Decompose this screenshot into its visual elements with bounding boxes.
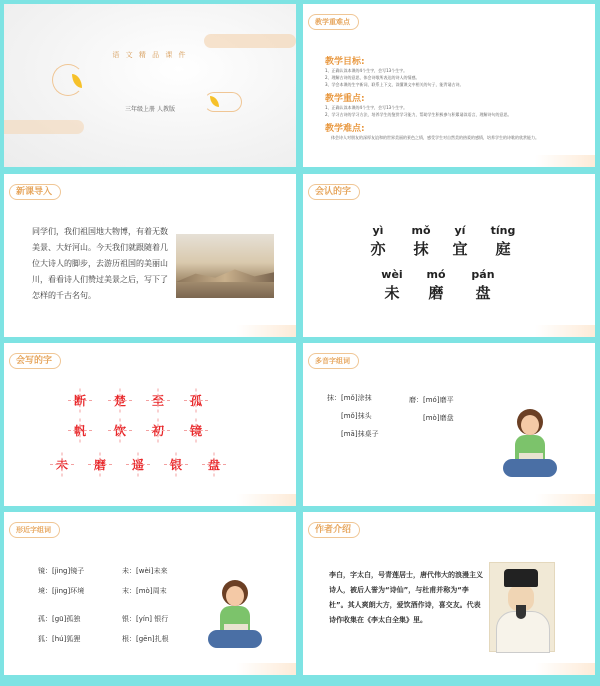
word-item: [mǒ]抹头 [341,412,372,420]
slide-tag: 作者介绍 [308,522,360,538]
key-line: 1、正确认读本课的4个生字，会写13个生字。 [325,105,408,110]
slide-polyphonic[interactable] [303,343,595,506]
decor-band [4,120,84,134]
pinyin: pán [471,268,495,281]
slide-lesson-intro[interactable] [4,174,296,337]
pinyin: wèi [381,268,403,281]
write-char: 至 [148,391,168,411]
goal-line: 1、正确认读本课的4个生字，会写13个生字。 [325,68,408,73]
slide-author-intro[interactable] [303,512,595,675]
slide-tag: 会认的字 [308,184,360,200]
goal-line: 3、学会本课的生字新词，联系上下文，读懂课文中相关的句子，能背诵古诗。 [325,82,464,87]
write-char: 断 [70,391,90,411]
word-item: 磨：[mó]磨平 [409,396,454,404]
write-char: 未 [52,455,72,475]
goal-heading: 教学目标: [325,57,365,67]
decor-band [535,325,595,337]
slide-recognize-chars[interactable] [303,174,595,337]
write-char: 帆 [70,421,90,441]
slide-tag: 教学重难点 [308,14,359,30]
decor-band [204,34,296,48]
girl-reading-image [204,578,264,658]
decor-band [236,325,296,337]
li-bai-portrait [489,562,555,652]
slide-cover[interactable] [4,4,296,167]
cover-title: 语 文 精 品 课 件 [112,51,188,59]
cover-subtitle: 三年级上册 人教版 [125,106,175,113]
key-heading: 教学重点: [325,94,365,104]
hanzi: 抹 [413,240,429,258]
decor-band [236,663,296,675]
pinyin: tíng [490,224,516,237]
hanzi: 亦 [370,240,386,258]
goal-line: 2、理解古诗的意思，体会诗歌所表达的诗人的情感。 [325,75,420,80]
hanzi: 磨 [428,284,444,302]
word-item: 镜：[jìng]镜子 [38,567,85,575]
word-item: 银：[yín] 银行 [122,615,169,623]
word-item: 根：[gēn]扎根 [122,635,169,643]
word-item: 未：[wèi]未来 [122,567,168,575]
hanzi: 宜 [452,240,468,258]
pinyin: yì [372,224,384,237]
write-char: 镜 [186,421,206,441]
write-char: 银 [166,455,186,475]
difficulty-line: 体会诗人对朋友的深厚友谊和的世界美丽的景色之情，感受学生对自然美的热爱的感情，培养学生的诗歌的欣赏能力。 [331,135,539,140]
word-item: 孤：[gū]孤独 [38,615,81,623]
great-wall-photo [176,234,274,298]
slide-write-chars[interactable] [4,343,296,506]
slide-tag: 多音字组词 [308,353,359,369]
word-item: 末：[mò]周末 [122,587,167,595]
decor-band [535,494,595,506]
decor-band [535,155,595,167]
decor-band [236,494,296,506]
write-char: 磨 [90,455,110,475]
difficulty-heading: 教学难点: [325,124,365,134]
pinyin: yí [454,224,466,237]
write-char: 饮 [110,421,130,441]
slide-tag: 形近字组词 [9,522,60,538]
write-char: 孤 [186,391,206,411]
word-item: [mā]抹桌子 [341,430,379,438]
wall-silhouette [176,268,274,282]
background-swirl [4,4,296,167]
slide-tag: 新课导入 [9,184,61,200]
author-text: 李白，字太白，号青莲居士，唐代伟大的浪漫主义诗人，被后人誉为“诗仙”，与杜甫并称为“李杜”。其人爽朗大方，爱饮酒作诗，喜交友。代表诗作收集在《李太白全集》里。 [329,571,483,624]
girl-reading-image [499,407,559,487]
pinyin: mó [426,268,446,281]
word-item: [mò]磨盘 [423,414,454,422]
hanzi: 盘 [475,284,491,302]
word-item: 抹：[mǒ]涂抹 [327,394,372,402]
hanzi: 未 [384,284,400,302]
slide-teaching-goals[interactable] [303,4,595,167]
slide-similar-chars[interactable] [4,512,296,675]
word-item: 境：[jìng]环境 [38,587,85,595]
write-char: 初 [148,421,168,441]
word-item: 狐：[hú]狐狸 [38,635,81,643]
write-char: 盘 [204,455,224,475]
key-line: 2、学习古诗的学习方法，培养学生的鉴赏学习能力，帮助学生积极参与积累诵读语言，理解诗句的意思。 [325,112,512,117]
write-char: 楚 [110,391,130,411]
slide-tag: 会写的字 [9,353,61,369]
decor-band [535,663,595,675]
pinyin: mǒ [411,224,431,237]
intro-text: 同学们，我们祖国地大物博，有着无数美景、大好河山。今天我们就跟随着几位大诗人的脚步，去游历祖国的美丽山川，看看诗人们赞过美景之后，写下了怎样的千古名句。 [32,227,168,300]
hanzi: 庭 [495,240,511,258]
write-char: 遥 [128,455,148,475]
